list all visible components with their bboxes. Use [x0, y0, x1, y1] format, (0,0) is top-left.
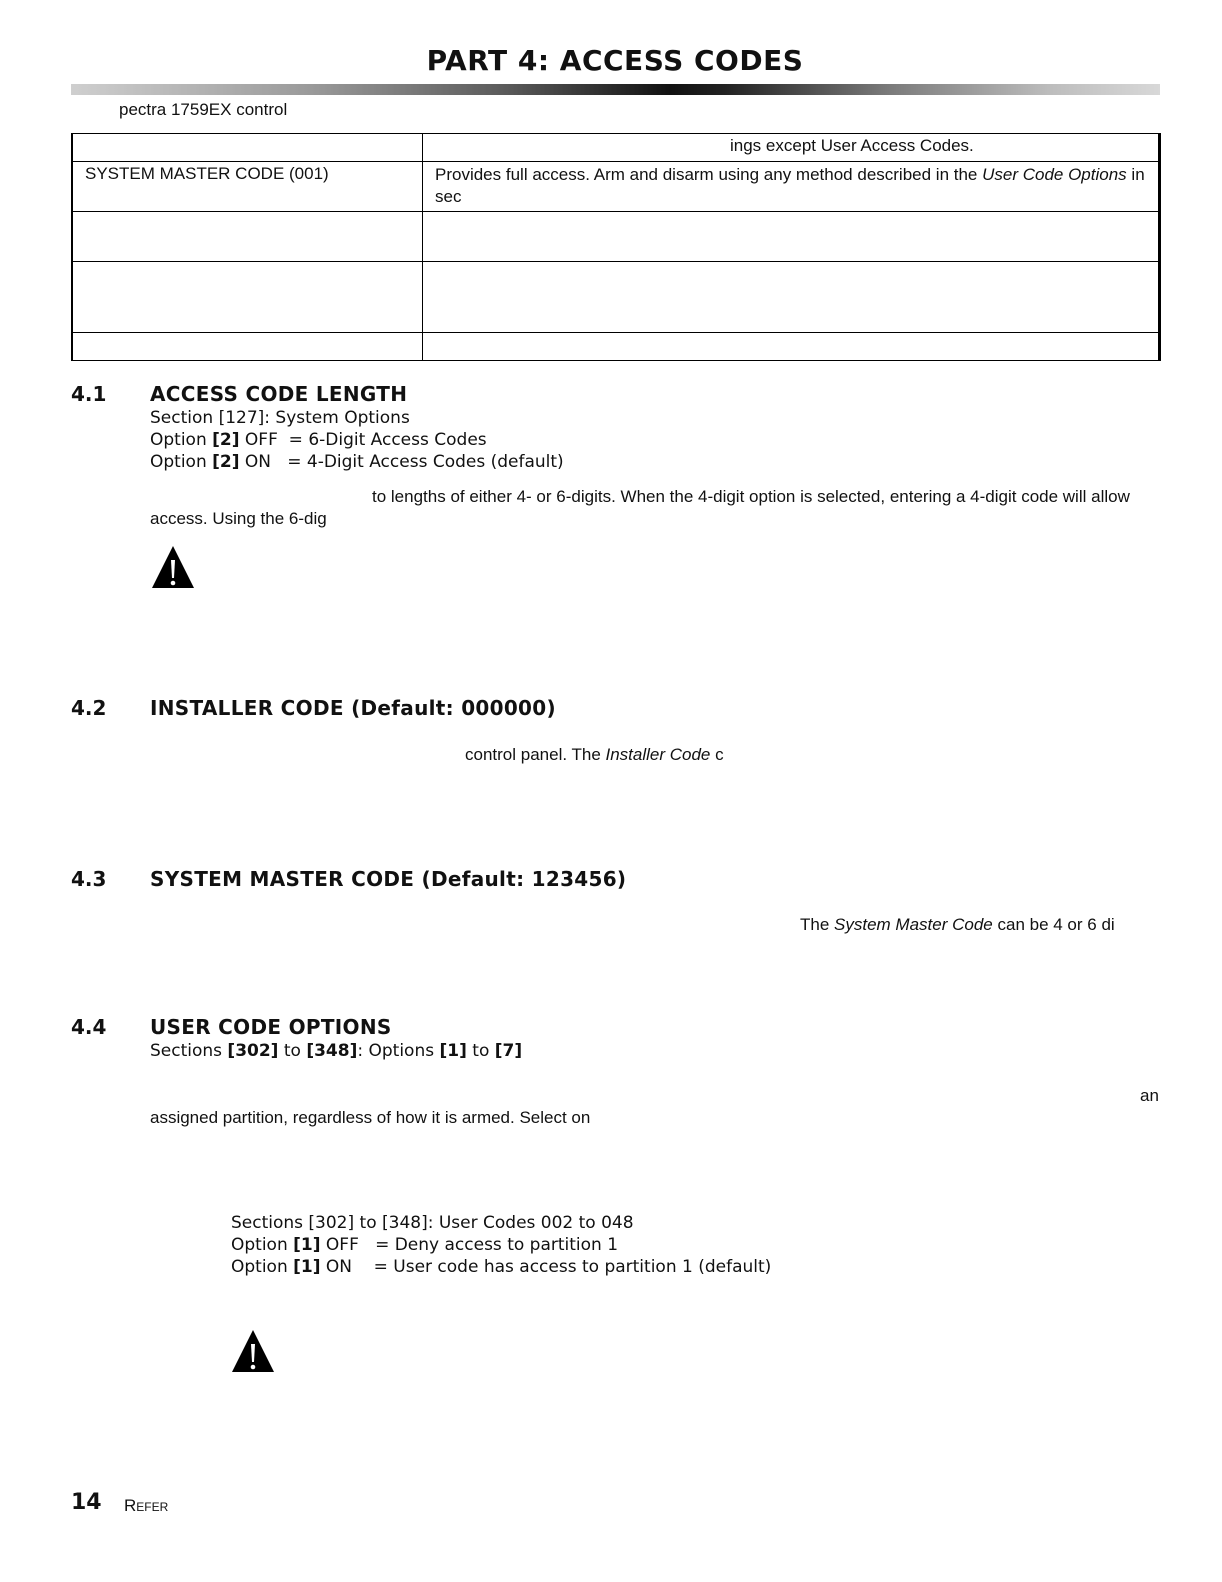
- page-title: PART 4: ACCESS CODES: [426, 44, 804, 77]
- option-key: [1]: [293, 1257, 321, 1277]
- section-title: SYSTEM MASTER CODE (Default: 123456): [150, 867, 627, 891]
- option-label: Option: [231, 1257, 294, 1277]
- option-key: [1]: [293, 1235, 321, 1255]
- table-cell: [72, 333, 423, 361]
- option-line: [231, 1235, 618, 1255]
- option-label: Option: [150, 430, 213, 450]
- table-cell: [423, 162, 1160, 212]
- option-value: ON = User code has access to partition 1 (default): [320, 1257, 772, 1277]
- option-key: [1]: [439, 1041, 467, 1061]
- option-label: Option: [231, 1235, 294, 1255]
- warning-triangle-icon: [151, 545, 195, 589]
- footer-reference: Refer: [124, 1496, 169, 1515]
- option-line: [150, 1041, 522, 1061]
- body-text: access. Using the 6-dig: [150, 509, 327, 528]
- table-cell: SYSTEM MASTER CODE (001): [72, 162, 423, 212]
- cell-text: Provides full access. Arm and disarm using any method described in the: [435, 165, 983, 184]
- body-text: to lengths of either 4- or 6-digits. When the 4-digit option is selected, entering a 4-digit code will allow: [372, 487, 1130, 506]
- section-number: 4.3: [71, 867, 107, 891]
- option-value: OFF = Deny access to partition 1: [320, 1235, 619, 1255]
- option-key: [348]: [306, 1041, 358, 1061]
- table-cell: [423, 262, 1160, 333]
- cell-emphasis: User Code Options: [982, 165, 1127, 184]
- section-title: ACCESS CODE LENGTH: [150, 382, 408, 406]
- table-cell: ings except User Access Codes.: [423, 134, 1160, 162]
- body-span: The: [800, 915, 835, 934]
- body-span: control panel. The: [465, 745, 606, 764]
- body-emphasis: System Master Code: [834, 915, 993, 934]
- option-key: [2]: [212, 452, 240, 472]
- table-row: [72, 162, 1160, 212]
- table-cell: [72, 262, 423, 333]
- body-text: [465, 745, 724, 765]
- body-span: can be 4 or 6 di: [992, 915, 1115, 934]
- body-emphasis: Installer Code: [605, 745, 711, 764]
- option-line: [150, 452, 564, 472]
- option-line: [150, 430, 487, 450]
- section-number: 4.4: [71, 1015, 107, 1039]
- section-number: 4.1: [71, 382, 107, 406]
- option-value: ON = 4-Digit Access Codes (default): [239, 452, 564, 472]
- option-value: OFF = 6-Digit Access Codes: [239, 430, 487, 450]
- cell-text: in sec: [435, 165, 1145, 206]
- table-cell: [72, 212, 423, 262]
- body-span: c: [710, 745, 724, 764]
- section-title: USER CODE OPTIONS: [150, 1015, 392, 1039]
- option-key: [302]: [227, 1041, 279, 1061]
- section-title: INSTALLER CODE (Default: 000000): [150, 696, 556, 720]
- page-number: 14: [71, 1490, 102, 1515]
- access-codes-table: [71, 133, 1161, 361]
- body-text: [800, 915, 1115, 935]
- table-row: [72, 333, 1160, 361]
- option-label: Option: [150, 452, 213, 472]
- option-key: [2]: [212, 430, 240, 450]
- table-cell: [72, 134, 423, 162]
- option-label: Sections: [150, 1041, 228, 1061]
- option-line: Section [127]: System Options: [150, 408, 410, 428]
- option-label: to: [466, 1041, 495, 1061]
- option-line: Sections [302] to [348]: User Codes 002 to 048: [231, 1213, 634, 1233]
- body-text: an: [1140, 1086, 1159, 1105]
- table-row: [72, 212, 1160, 262]
- table-cell: [423, 333, 1160, 361]
- option-line: [231, 1257, 771, 1277]
- section-number: 4.2: [71, 696, 107, 720]
- intro-text: pectra 1759EX control: [119, 100, 288, 119]
- table-row: [72, 134, 1160, 162]
- warning-triangle-icon: [231, 1329, 275, 1373]
- table-cell: [423, 212, 1160, 262]
- body-text: assigned partition, regardless of how it is armed. Select on: [150, 1108, 591, 1127]
- title-gradient-bar: [71, 84, 1160, 95]
- option-label: to: [278, 1041, 307, 1061]
- table-row: [72, 262, 1160, 333]
- option-key: [7]: [494, 1041, 523, 1061]
- option-label: : Options: [357, 1041, 440, 1061]
